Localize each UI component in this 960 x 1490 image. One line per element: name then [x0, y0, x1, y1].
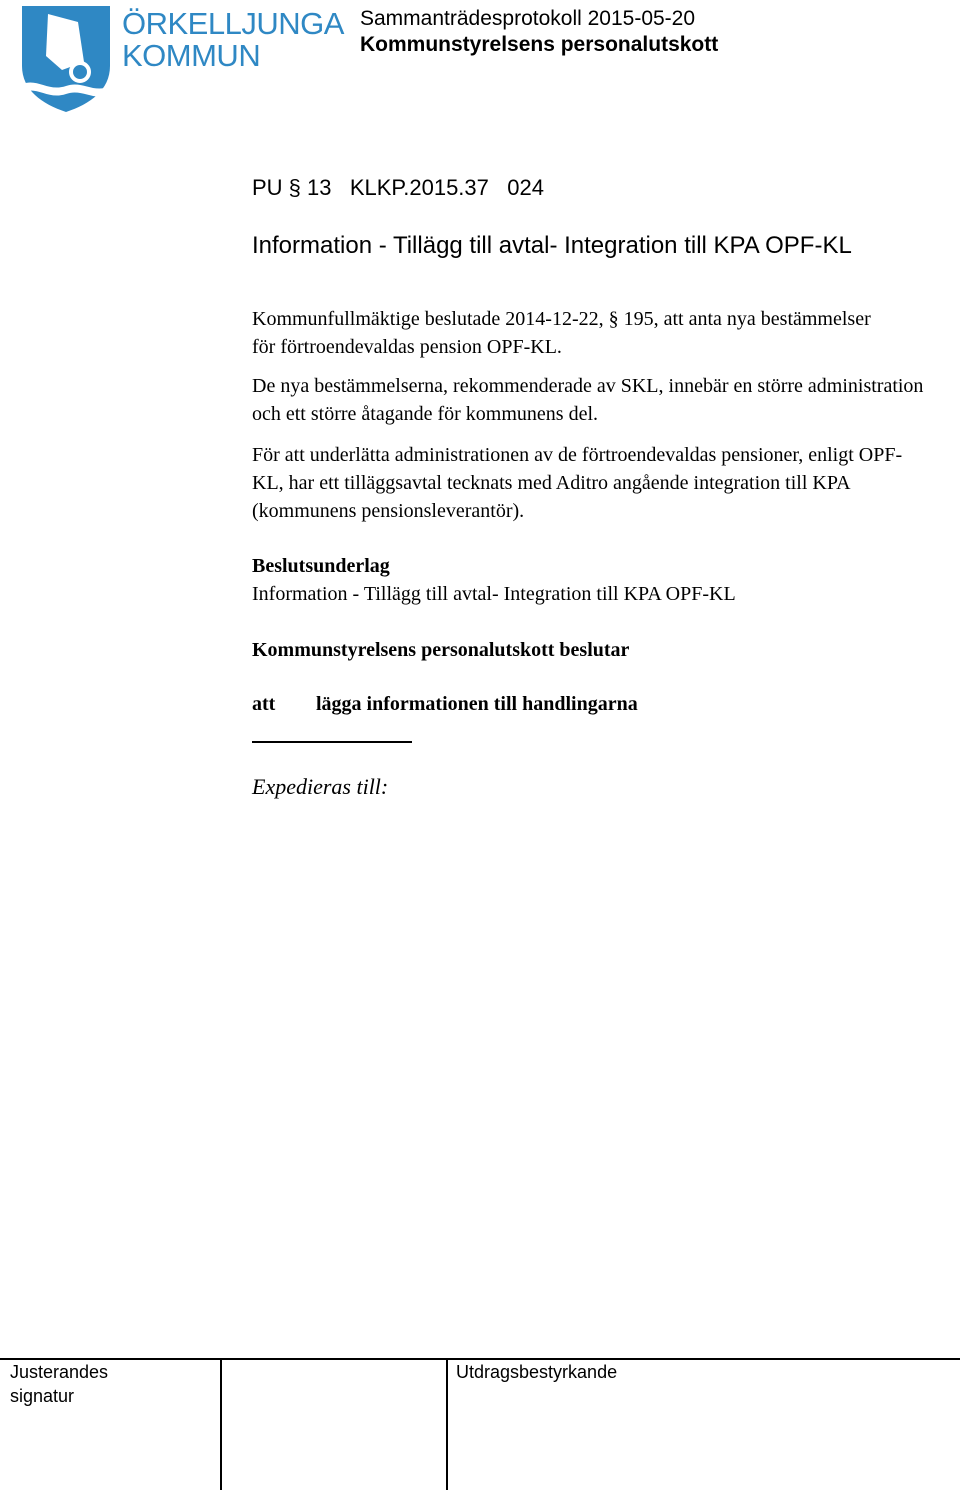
item-title	[252, 230, 852, 261]
brand-line-1: ÖRKELLJUNGA	[122, 6, 344, 41]
basis-text: Information - Tillägg till avtal- Integration till KPA OPF-KL	[252, 583, 736, 605]
decision-heading: Kommunstyrelsens personalutskott beslutar	[252, 639, 630, 661]
dispatch-label: Expedieras till:	[252, 774, 389, 799]
extract-label: Utdragsbestyrkande	[456, 1362, 618, 1382]
item-title-text: Information - Tillägg till avtal- Integration till KPA OPF-KL	[252, 232, 852, 259]
paragraph-3-text: För att underlätta administrationen av de förtroendevaldas pensioner, enligt OPF-KL, har ett tilläggsavtal tecknats med Aditro angående integration till KPA (kommunens pensionsleverantör).	[252, 444, 903, 522]
document-header	[360, 6, 718, 58]
coat-of-arms-logo	[18, 4, 114, 114]
decision-att: att	[252, 693, 276, 715]
footer-divider-1	[220, 1358, 222, 1490]
footer-divider-2	[446, 1358, 448, 1490]
brand-line-2: KOMMUN	[122, 38, 261, 73]
item-reference: PU § 13 KLKP.2015.37 024	[252, 175, 544, 200]
paragraph-2-text: De nya bestämmelserna, rekommenderade av SKL, innebär en större administration och ett större åtagande för kommunens del.	[252, 375, 924, 425]
basis-heading: Beslutsunderlag	[252, 555, 390, 577]
committee-name: Kommunstyrelsens personalutskott	[360, 33, 719, 56]
protocol-title: Sammanträdesprotokoll 2015-05-20	[360, 7, 696, 30]
decision-row	[252, 690, 638, 718]
signature-label: Justerandes signatur	[10, 1362, 109, 1406]
paragraph-1	[252, 305, 872, 361]
municipality-brand	[122, 8, 344, 72]
paragraph-2	[252, 372, 932, 428]
decision-text: lägga informationen till handlingarna	[316, 693, 638, 715]
paragraph-3	[252, 441, 932, 525]
divider-rule	[252, 741, 412, 743]
paragraph-1-text: Kommunfullmäktige beslutade 2014-12-22, § 195, att anta nya bestämmelser för förtroendevaldas pension OPF-KL.	[252, 308, 871, 358]
